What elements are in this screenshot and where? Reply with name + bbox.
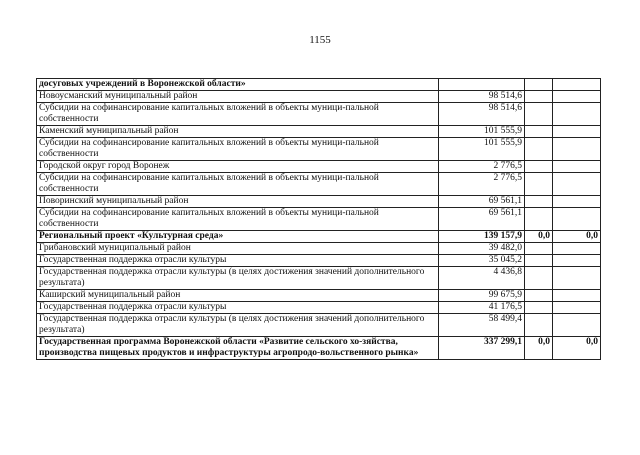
amount-cell-3 [553, 126, 601, 138]
table-row [37, 161, 601, 173]
table-row [37, 255, 601, 267]
amount-cell-2 [525, 314, 553, 337]
amount-cell-3 [553, 267, 601, 290]
amount-cell-1: 101 555,9 [439, 138, 525, 161]
row-name-cell: Субсидии на софинансирование капитальных вложений в объекты муници-пальной собственности [37, 103, 439, 126]
amount-cell-3 [553, 290, 601, 302]
row-name-cell: Городской округ город Воронеж [37, 161, 439, 173]
amount-cell-3 [553, 79, 601, 91]
table-row [37, 290, 601, 302]
table-row [37, 231, 601, 243]
amount-cell-1: 337 299,1 [439, 337, 525, 360]
amount-cell-3 [553, 208, 601, 231]
amount-cell-3 [553, 103, 601, 126]
row-name-cell: Государственная поддержка отрасли культуры (в целях достижения значений дополнительного результата) [37, 267, 439, 290]
amount-cell-2 [525, 255, 553, 267]
row-name-cell: Государственная поддержка отрасли культуры (в целях достижения значений дополнительного результата) [37, 314, 439, 337]
row-name-cell: Государственная программа Воронежской области «Развитие сельского хо-зяйства, производства пищевых продуктов и инфраструктуры агропродо-вольственного рынка» [37, 337, 439, 360]
amount-cell-2: 0,0 [525, 231, 553, 243]
amount-cell-2 [525, 173, 553, 196]
amount-cell-1: 98 514,6 [439, 103, 525, 126]
row-name-cell: Региональный проект «Культурная среда» [37, 231, 439, 243]
amount-cell-1: 139 157,9 [439, 231, 525, 243]
amount-cell-1: 35 045,2 [439, 255, 525, 267]
row-name-cell: Субсидии на софинансирование капитальных вложений в объекты муници-пальной собственности [37, 208, 439, 231]
amount-cell-2 [525, 196, 553, 208]
amount-cell-2 [525, 79, 553, 91]
amount-cell-1: 4 436,8 [439, 267, 525, 290]
amount-cell-1: 69 561,1 [439, 196, 525, 208]
table-row [37, 79, 601, 91]
row-name-cell: Государственная поддержка отрасли культуры [37, 255, 439, 267]
amount-cell-3 [553, 196, 601, 208]
row-name-cell: досуговых учреждений в Воронежской области» [37, 79, 439, 91]
amount-cell-2 [525, 208, 553, 231]
amount-cell-3 [553, 255, 601, 267]
amount-cell-1: 2 776,5 [439, 173, 525, 196]
amount-cell-2 [525, 267, 553, 290]
amount-cell-1: 39 482,0 [439, 243, 525, 255]
amount-cell-2 [525, 243, 553, 255]
table-row [37, 173, 601, 196]
table-row [37, 126, 601, 138]
amount-cell-2 [525, 126, 553, 138]
table-row [37, 208, 601, 231]
row-name-cell: Субсидии на софинансирование капитальных вложений в объекты муници-пальной собственности [37, 138, 439, 161]
amount-cell-2 [525, 138, 553, 161]
amount-cell-2 [525, 91, 553, 103]
amount-cell-1: 101 555,9 [439, 126, 525, 138]
row-name-cell: Новоусманский муниципальный район [37, 91, 439, 103]
amount-cell-3 [553, 314, 601, 337]
row-name-cell: Субсидии на софинансирование капитальных вложений в объекты муници-пальной собственности [37, 173, 439, 196]
row-name-cell: Грибановский муниципальный район [37, 243, 439, 255]
amount-cell-2 [525, 103, 553, 126]
table-row [37, 267, 601, 290]
amount-cell-1: 2 776,5 [439, 161, 525, 173]
amount-cell-3: 0,0 [553, 231, 601, 243]
budget-table [36, 78, 601, 360]
table-row [37, 337, 601, 360]
table-row [37, 243, 601, 255]
amount-cell-2 [525, 290, 553, 302]
row-name-cell: Поворинский муниципальный район [37, 196, 439, 208]
amount-cell-1: 41 176,5 [439, 302, 525, 314]
row-name-cell: Каменский муниципальный район [37, 126, 439, 138]
table-row [37, 91, 601, 103]
amount-cell-3 [553, 91, 601, 103]
table-row [37, 314, 601, 337]
amount-cell-3: 0,0 [553, 337, 601, 360]
table-row [37, 138, 601, 161]
amount-cell-2: 0,0 [525, 337, 553, 360]
table-row [37, 103, 601, 126]
table-row [37, 196, 601, 208]
row-name-cell: Государственная поддержка отрасли культуры [37, 302, 439, 314]
amount-cell-1: 99 675,9 [439, 290, 525, 302]
amount-cell-3 [553, 138, 601, 161]
amount-cell-1: 69 561,1 [439, 208, 525, 231]
amount-cell-1: 98 514,6 [439, 91, 525, 103]
row-name-cell: Каширский муниципальный район [37, 290, 439, 302]
amount-cell-3 [553, 161, 601, 173]
budget-table-body [37, 79, 601, 360]
table-row [37, 302, 601, 314]
amount-cell-3 [553, 302, 601, 314]
amount-cell-1 [439, 79, 525, 91]
amount-cell-1: 58 499,4 [439, 314, 525, 337]
amount-cell-2 [525, 161, 553, 173]
amount-cell-3 [553, 243, 601, 255]
page-number: 1155 [309, 34, 331, 46]
amount-cell-3 [553, 173, 601, 196]
amount-cell-2 [525, 302, 553, 314]
